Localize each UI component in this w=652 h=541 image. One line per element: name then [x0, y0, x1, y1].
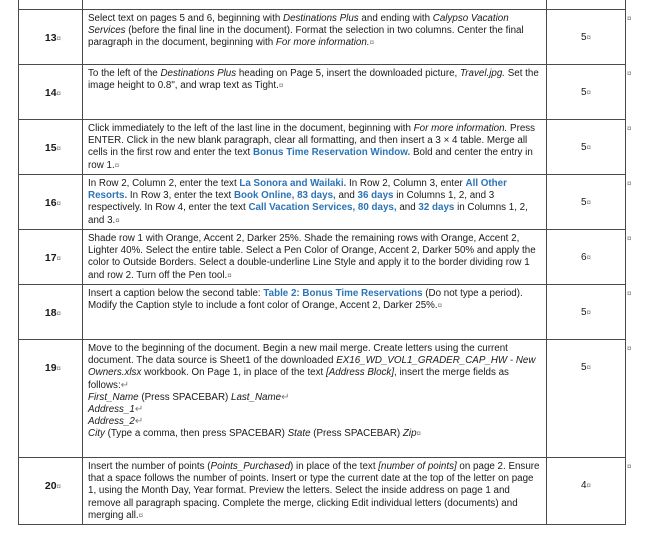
step-description-cell: [83, 340, 547, 458]
step-row: [19, 285, 626, 340]
highlighted-entry-text: Call Vacation Services, 80 days,: [248, 202, 397, 214]
step-description-cell: [83, 120, 547, 175]
highlighted-entry-text: La Sonora and Wailaki.: [239, 178, 347, 189]
line-break-mark: ↵: [134, 416, 144, 428]
highlighted-entry-text: Table 2: Bonus Time Reservations: [263, 288, 423, 299]
steps-table-body: [19, 0, 626, 525]
instruction-text: Calypso Vacation Services: [88, 13, 509, 37]
instruction-text: Move to the beginning of the document. Begin a new mail merge. Create letters using the current document. The data source is Sheet1 of the downloaded: [88, 343, 508, 367]
step-number-cell: [19, 458, 83, 525]
instruction-text: First_Name: [88, 391, 139, 403]
cell-end-mark: ¤: [56, 89, 61, 98]
instruction-text: Insert a caption below the second table:: [88, 288, 264, 299]
row-end-mark: ¤: [627, 233, 632, 243]
instruction-text: Points_Purchased: [210, 461, 291, 472]
step-description-cell: [83, 230, 547, 285]
instruction-text: Address_2: [88, 416, 135, 428]
row-end-mark: ¤: [627, 343, 632, 353]
line-break-mark: ↵: [134, 404, 144, 416]
step-number-cell: [19, 10, 83, 65]
instruction-text: Shade row 1 with Orange, Accent 2, Darker 25%. Shade the remaining rows with Orange, Accent 2, Lighter 40%. Select the entire table. Select a Pen Color of Orange, Accent 2, Darker 50% and apply the color to Outside Borders. Select a double-underline Line Style and apply it to the border dividing row 1 and row 2. Turn off the Pen tool.: [88, 233, 536, 281]
step-row: [19, 230, 626, 285]
instruction-text: (before the final line in the document). Format the selection in two columns. Center the final paragraph in the document, beginning with: [88, 25, 524, 49]
step-points: 5: [580, 142, 587, 153]
cell-end-mark: ¤: [56, 309, 61, 318]
step-description-cell: [83, 10, 547, 65]
cell-end-mark: ¤: [56, 34, 61, 43]
instruction-text: in Columns 1, 2, and 3.: [88, 202, 528, 226]
step-description-cell: [83, 175, 547, 230]
step-number-cell: [19, 175, 83, 230]
step-number-cell: [19, 340, 83, 458]
highlighted-entry-text: All Other Resorts.: [88, 178, 507, 202]
instruction-text: and: [335, 190, 358, 202]
step-points: 5: [580, 32, 587, 43]
instruction-text: (Press SPACEBAR): [310, 428, 403, 440]
step-points: 5: [580, 307, 587, 318]
instruction-text: Destinations Plus: [160, 68, 237, 79]
line-break-mark: ↵: [120, 379, 129, 391]
instruction-text: Press ENTER. Click in the new blank paragraph, clear all formatting, and then insert a 3 × 4 table. Merge all cells in the first row and enter the text: [88, 123, 536, 159]
step-points-cell: [547, 340, 626, 458]
instruction-text: Travel.jpg.: [460, 68, 506, 79]
cell-end-mark: ¤: [114, 160, 120, 170]
instruction-text: Set the image height to 0.8", and wrap text as Tight.: [88, 68, 539, 92]
step-number: 19: [44, 362, 57, 374]
step-points-cell: [547, 10, 626, 65]
cell-end-mark: ¤: [115, 215, 120, 225]
cell-end-mark: ¤: [416, 429, 421, 439]
instruction-text: on page 2. Ensure that a space follows the number of points. Insert or type the current date at the top of the letter on page 1, using the Month Day, Year format. Preview the letters. Select the inside address on page 1 and remove all paragraph spacing. Complete the merge, clicking Edit individual letters (documents) and merging all.: [88, 461, 540, 521]
instruction-text: In Row 2, Column 3, enter: [346, 178, 466, 189]
instruction-text: City: [88, 428, 105, 440]
instruction-text: workbook. On Page 1, in place of the text: [141, 367, 326, 379]
instruction-text: State: [287, 428, 311, 440]
instruction-text: To the left of the: [88, 68, 161, 79]
step-points: 5: [580, 87, 587, 98]
instruction-text: in Columns 1, 2, and 3 respectively. In Row 4, enter the text: [88, 190, 495, 214]
cell-end-mark: ¤: [56, 199, 61, 208]
step-number: 13: [44, 32, 57, 44]
step-points: 5: [580, 197, 587, 208]
step-points-cell: [547, 230, 626, 285]
instruction-text: For more information.: [275, 37, 370, 49]
cell-end-mark: ¤: [586, 253, 591, 262]
row-end-mark: ¤: [627, 13, 632, 23]
step-row: [19, 175, 626, 230]
instruction-text: Address_1: [88, 404, 135, 416]
instruction-text: Bold and center the entry in row 1.: [88, 147, 533, 171]
cell-end-mark: ¤: [586, 198, 591, 207]
step-number-cell: [19, 230, 83, 285]
instruction-text: Click immediately to the left of the last line in the document, beginning with: [88, 123, 414, 134]
row-end-mark: ¤: [627, 68, 632, 78]
step-points: 5: [580, 362, 587, 373]
instruction-text: In Row 2, Column 2, enter the text: [88, 178, 240, 189]
cell-end-mark: ¤: [56, 254, 61, 263]
instruction-text: Destinations Plus: [283, 13, 359, 24]
step-row: [19, 0, 626, 10]
cell-end-mark: ¤: [586, 143, 591, 152]
step-number-cell: [19, 65, 83, 120]
highlighted-entry-text: 36 days: [357, 190, 394, 202]
instruction-text: EX16_WD_VOL1_GRADER_CAP_HW - New Owners.xlsx: [88, 355, 536, 379]
row-end-mark: ¤: [627, 123, 632, 133]
instruction-text: [Address Block]: [325, 367, 395, 379]
step-points-cell: [547, 65, 626, 120]
step-points-cell: [547, 175, 626, 230]
step-number: 18: [44, 307, 57, 319]
step-points-cell: [547, 285, 626, 340]
row-end-mark: ¤: [627, 461, 632, 471]
cell-end-mark: ¤: [56, 364, 61, 373]
instruction-text: , insert the merge fields as follows:: [88, 367, 509, 391]
highlighted-entry-text: 32 days: [418, 202, 455, 214]
cell-end-mark: ¤: [586, 33, 591, 42]
row-end-mark: ¤: [627, 178, 632, 188]
step-number-cell: [19, 0, 83, 10]
step-row: [19, 10, 626, 65]
step-number: 20: [44, 480, 57, 492]
cell-end-mark: ¤: [56, 144, 61, 153]
line-break-mark: ↵: [281, 391, 290, 403]
highlighted-entry-text: Book Online, 83 days,: [233, 190, 336, 202]
step-description-cell: [83, 0, 547, 10]
step-points: 6: [580, 252, 587, 263]
step-description-cell: [83, 285, 547, 340]
instruction-text: For more information.: [413, 123, 508, 134]
instruction-text: and ending with: [358, 13, 433, 24]
cell-end-mark: ¤: [56, 482, 61, 491]
step-points-cell: [547, 0, 626, 10]
step-number: 14: [44, 87, 57, 99]
cell-end-mark: ¤: [586, 88, 591, 97]
step-row: [19, 65, 626, 120]
cell-end-mark: ¤: [586, 363, 591, 372]
grader-steps-table: [18, 0, 626, 525]
step-row: [19, 458, 626, 525]
cell-end-mark: ¤: [586, 308, 591, 317]
step-number: 15: [44, 142, 57, 154]
instruction-text: (Do not type a period). Modify the Caption style to include a font color of Orange, Accent 2, Darker 25%.: [88, 288, 523, 312]
step-number: 16: [44, 197, 57, 209]
step-points-cell: [547, 458, 626, 525]
instruction-text: (Type a comma, then press SPACEBAR): [104, 428, 288, 440]
step-number-cell: [19, 120, 83, 175]
instruction-text: (Press SPACEBAR): [138, 391, 232, 403]
step-description-cell: [83, 458, 547, 525]
cell-end-mark: ¤: [138, 510, 144, 520]
step-number: 17: [44, 252, 57, 264]
instruction-text: Select text on pages 5 and 6, beginning with: [88, 13, 283, 24]
step-row: [19, 340, 626, 458]
cell-end-mark: ¤: [278, 81, 284, 91]
highlighted-entry-text: Bonus Time Reservation Window.: [253, 147, 411, 159]
cell-end-mark: ¤: [437, 301, 443, 311]
step-points: 4: [580, 480, 587, 491]
instruction-text: Insert the number of points (: [88, 461, 211, 472]
instruction-text: and: [396, 202, 419, 214]
cell-end-mark: ¤: [227, 270, 232, 280]
instruction-text: Zip: [402, 428, 417, 440]
instruction-text: Last_Name: [231, 391, 282, 403]
instruction-text: ) in place of the text: [290, 461, 379, 472]
step-points-cell: [547, 120, 626, 175]
row-end-mark: ¤: [627, 288, 632, 298]
step-number-cell: [19, 285, 83, 340]
cell-end-mark: ¤: [369, 38, 375, 48]
instruction-text: [number of points]: [378, 461, 457, 472]
cell-end-mark: ¤: [586, 481, 591, 490]
step-description-cell: [83, 65, 547, 120]
instruction-text: In Row 3, enter the text: [127, 190, 234, 202]
instruction-text: heading on Page 5, insert the downloaded picture,: [236, 68, 460, 79]
step-row: [19, 120, 626, 175]
